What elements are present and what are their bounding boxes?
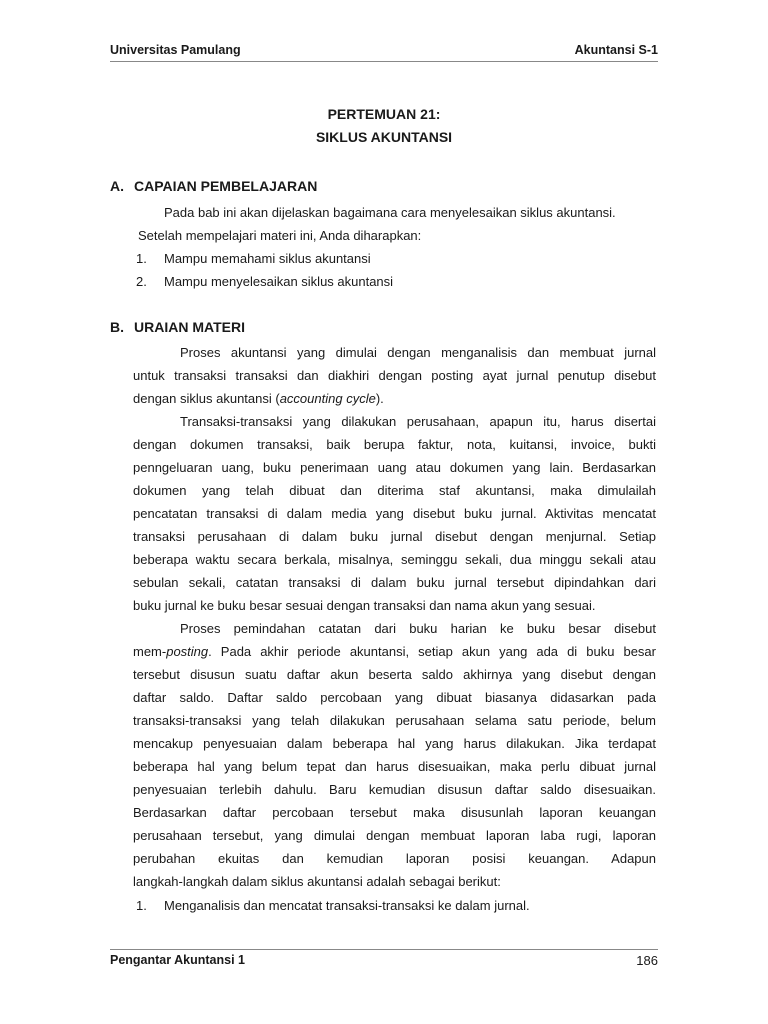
paragraph-line: Proses pemindahan catatan dari buku harian ke buku besar disebut [180, 621, 656, 636]
paragraph-line: transaksi-transaksi yang telah dilakukan perusahaan selama satu periode, belum [133, 713, 656, 728]
paragraph-line: perubahan ekuitas dan kemudian laporan posisi keuangan. Adapun [133, 851, 656, 866]
section-a-intro-line: Setelah mempelajari materi ini, Anda diharapkan: [138, 228, 422, 243]
paragraph-line: penngeluaran uang, buku penerimaan uang atau dokumen yang lain. Berdasarkan [133, 460, 656, 475]
paragraph-line [133, 644, 656, 659]
list-item-text: Mampu memahami siklus akuntansi [164, 251, 371, 266]
paragraph-line: beberapa hal yang belum tepat dan harus disesuaikan, maka perlu dibuat jurnal [133, 759, 656, 774]
text-run: dengan siklus akuntansi ( [133, 391, 280, 406]
paragraph-line: transaksi perusahaan di dalam buku jurnal disebut dengan menjurnal. Setiap [133, 529, 656, 544]
paragraph-line: Proses akuntansi yang dimulai dengan menganalisis dan membuat jurnal [180, 345, 656, 360]
list-item-text: Mampu menyelesaikan siklus akuntansi [164, 274, 394, 289]
paragraph-line: mencakup penyesuaian dalam beberapa hal yang harus dilakukan. Jika terdapat [133, 736, 656, 751]
italic-term: accounting cycle [279, 391, 376, 406]
paragraph-line: Transaksi-transaksi yang dilakukan perusahaan, apapun itu, harus disertai [180, 414, 656, 429]
text-run: ). [375, 391, 384, 406]
paragraph-line: buku jurnal ke buku besar sesuai dengan transaksi dan nama akun yang sesuai. [133, 598, 596, 613]
paragraph-line: dokumen yang telah dibuat dan diterima staf akuntansi, maka dimulailah [133, 483, 656, 498]
paragraph-line: untuk transaksi transaksi dan diakhiri dengan posting ayat jurnal penutup disebut [133, 368, 656, 383]
paragraph-line: penyesuaian terlebih dahulu. Baru kemudian disusun daftar saldo disesuaikan. [133, 782, 656, 797]
footer-course-title: Pengantar Akuntansi 1 [110, 953, 245, 967]
chapter-title: SIKLUS AKUNTANSI [315, 129, 453, 145]
paragraph-line: langkah-langkah dalam siklus akuntansi adalah sebagai berikut: [133, 874, 501, 889]
text-run: . Pada akhir periode akuntansi, setiap akun yang ada di buku besar [208, 644, 656, 659]
paragraph-line: beberapa waktu secara berkala, misalnya, seminggu sekali, dua minggu sekali atau [133, 552, 656, 567]
paragraph-line: daftar saldo. Daftar saldo percobaan yang dibuat biasanya didasarkan pada [133, 690, 656, 705]
paragraph-line: dengan dokumen transaksi, baik berupa faktur, nota, kuitansi, invoice, bukti [133, 437, 656, 452]
paragraph-line: Berdasarkan daftar percobaan tersebut maka disusunlah laporan keuangan [133, 805, 656, 820]
section-a-heading [110, 178, 317, 194]
paragraph-line: pencatatan transaksi di dalam media yang disebut buku jurnal. Aktivitas mencatat [133, 506, 656, 521]
paragraph-line [133, 391, 384, 406]
paragraph-line: perusahaan tersebut, yang dimulai dengan membuat laporan laba rugi, laporan [133, 828, 656, 843]
paragraph-line: tersebut disusun suatu daftar akun beserta saldo akhirnya yang disebut dengan [133, 667, 656, 682]
chapter-number: PERTEMUAN 21: [327, 106, 441, 122]
section-b-letter: B. [110, 319, 124, 335]
page-header [110, 43, 658, 62]
header-program: Akuntansi S-1 [574, 43, 658, 57]
text-run: mem- [133, 644, 167, 659]
page-number: 186 [636, 953, 658, 968]
section-a-title: CAPAIAN PEMBELAJARAN [134, 178, 318, 194]
section-b-heading [110, 319, 245, 335]
paragraph-line: sebulan sekali, catatan transaksi di dalam buku jurnal tersebut dipindahkan dari [133, 575, 656, 590]
list-item-text: Menganalisis dan mencatat transaksi-transaksi ke dalam jurnal. [164, 898, 530, 913]
section-a-intro-line: Pada bab ini akan dijelaskan bagaimana cara menyelesaikan siklus akuntansi. [164, 205, 616, 220]
header-university: Universitas Pamulang [110, 43, 241, 57]
section-a-letter: A. [110, 178, 124, 194]
section-b-title: URAIAN MATERI [134, 319, 245, 335]
italic-term: posting [166, 644, 209, 659]
list-item-number: 2. [136, 274, 147, 289]
page-footer [110, 949, 658, 968]
list-item-number: 1. [136, 251, 147, 266]
list-item-number: 1. [136, 898, 147, 913]
